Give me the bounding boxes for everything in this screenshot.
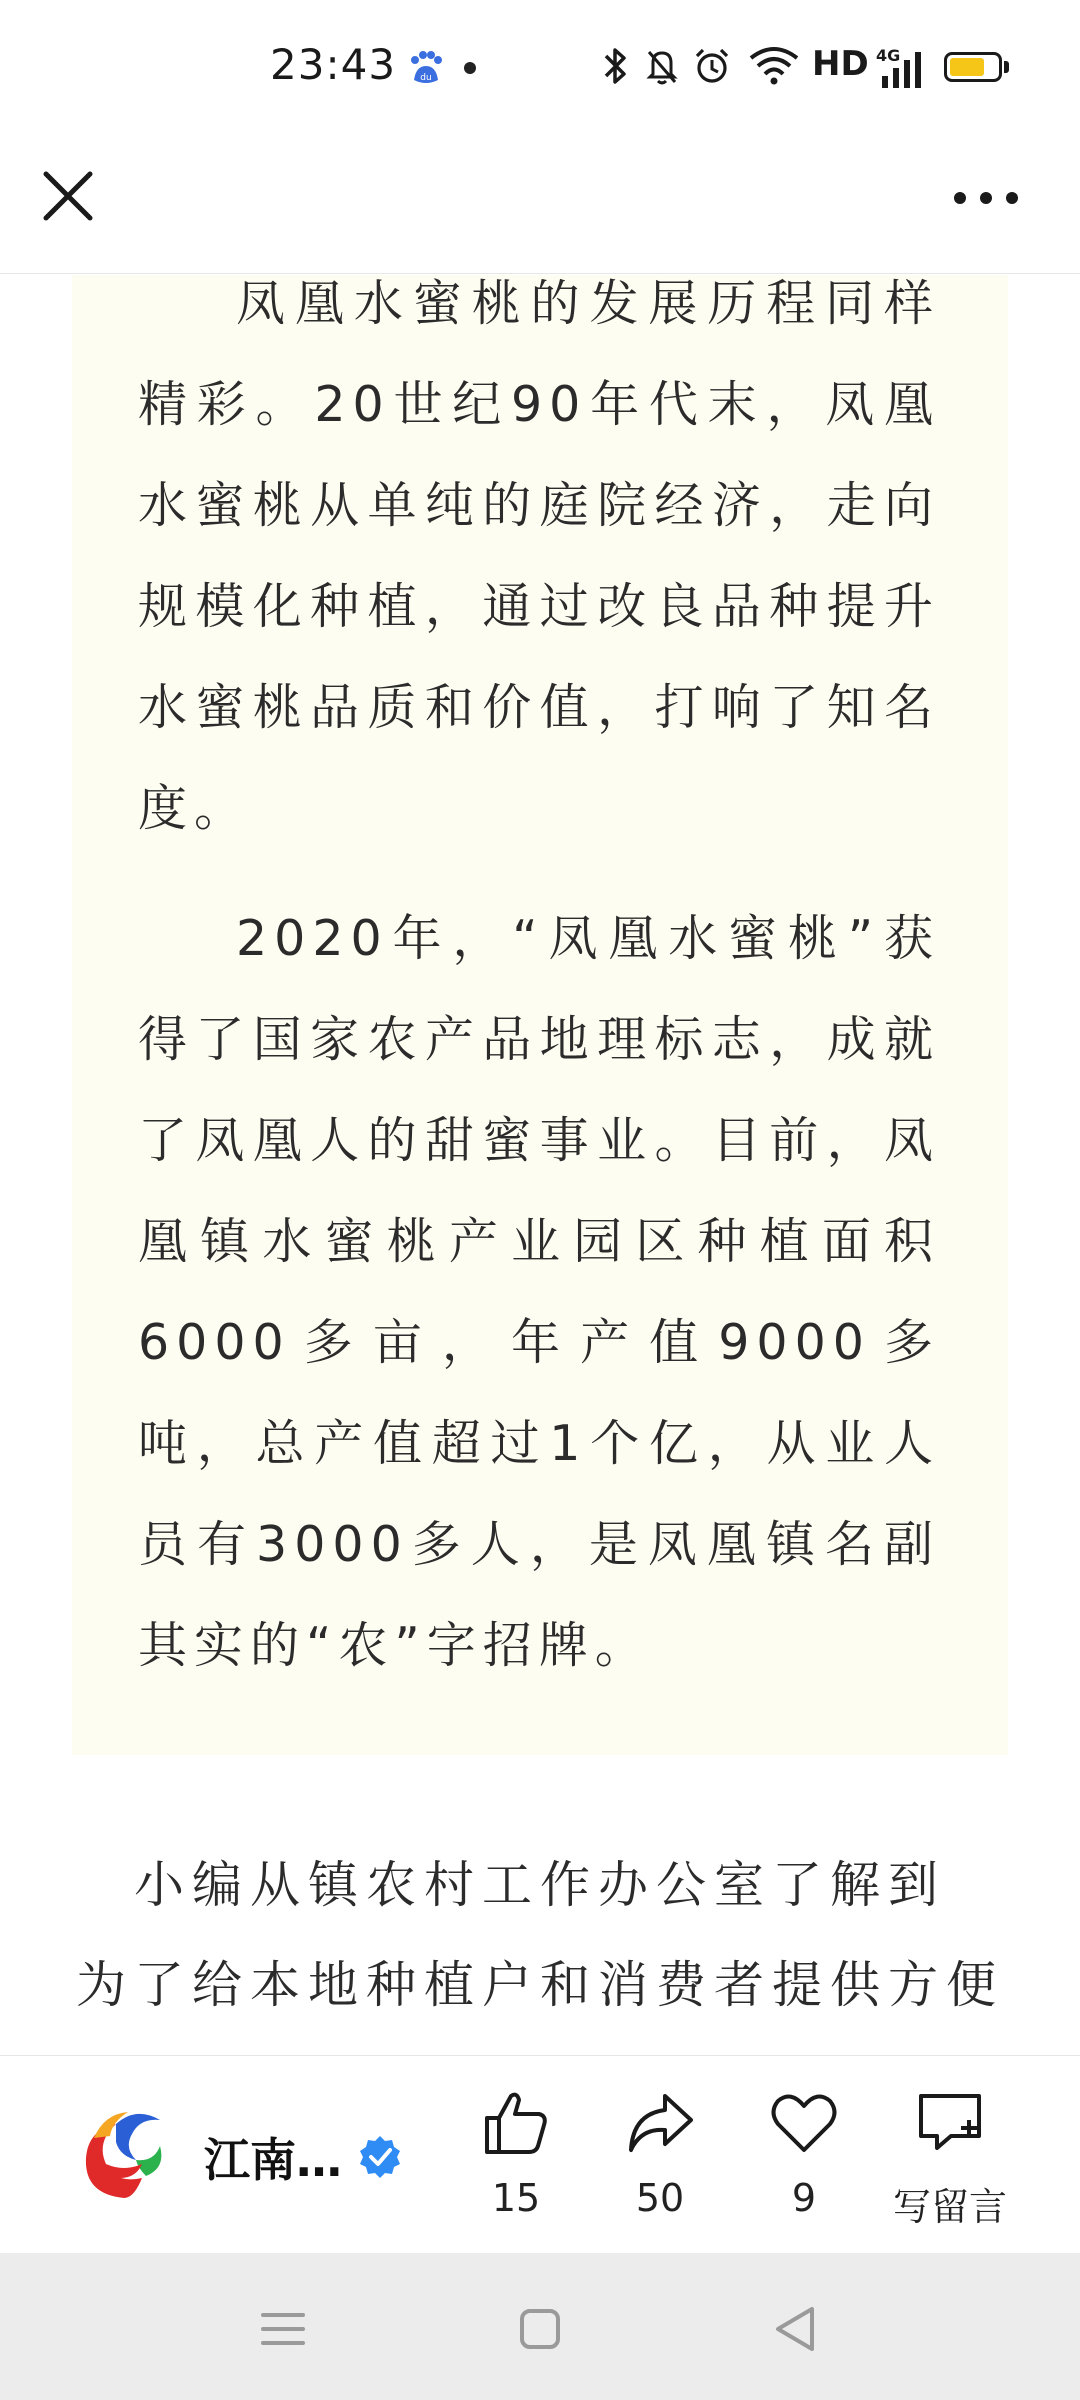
favorite-count: 9 [791, 2176, 817, 2220]
share-button[interactable] [590, 2082, 730, 2232]
quote-paragraph-2: 2020年，“凤凰水蜜桃”获得了国家农产品地理标志，成就了凤凰人的甜蜜事业。目前，凤凰镇水蜜桃产业园区种植面积6000多亩，年产值9000多吨，总产值超过1个亿，从业人员有3000多人，是凤凰镇名副其实的“农”字招牌。 [138, 910, 940, 1674]
battery-icon [944, 52, 1002, 82]
hd-indicator: HD [812, 44, 869, 84]
close-icon[interactable] [36, 164, 100, 228]
article-header [0, 140, 1080, 274]
verified-icon [358, 2134, 402, 2178]
baidu-icon [406, 50, 446, 86]
share-count: 50 [635, 2176, 685, 2220]
back-icon[interactable] [768, 2301, 824, 2357]
account-logo[interactable] [76, 2102, 172, 2206]
body-line-1: 小编从镇农村工作办公室了解到 [134, 1856, 946, 1914]
favorite-button[interactable] [734, 2082, 874, 2232]
more-icon[interactable] [946, 164, 1026, 228]
battery-tip [1004, 61, 1009, 73]
write-comment-label: 写留言 [892, 2185, 1007, 2229]
status-time: 23:43 [270, 40, 397, 89]
signal-icon [880, 52, 930, 88]
heart-icon [769, 2088, 839, 2158]
body-line-2: 为了给本地种植户和消费者提供方便 [76, 1956, 1004, 2014]
mute-icon [644, 44, 680, 88]
alarm-icon [692, 44, 732, 88]
share-arrow-icon [625, 2088, 695, 2158]
notification-dot [464, 62, 476, 74]
like-button[interactable] [446, 2082, 586, 2232]
quote-paragraph-1: 凤凰水蜜桃的发展历程同样精彩。20世纪90年代末，凤凰水蜜桃从单纯的庭院经济，走向规模化种植，通过改良品种提升水蜜桃品质和价值，打响了知名度。 [138, 275, 940, 837]
menu-icon[interactable] [255, 2301, 311, 2357]
svg-text:du: du [420, 73, 432, 83]
account-name[interactable]: 江南… [204, 2133, 342, 2187]
write-comment-button[interactable] [880, 2082, 1020, 2232]
system-nav-bar [0, 2253, 1080, 2400]
bluetooth-icon [600, 44, 630, 88]
network-type: 4G [876, 46, 901, 65]
home-icon[interactable] [512, 2301, 568, 2357]
status-bar [0, 0, 1080, 140]
battery-level [950, 58, 984, 76]
thumbs-up-icon [481, 2088, 551, 2158]
article-content[interactable] [0, 275, 1080, 2055]
like-count: 15 [491, 2176, 541, 2220]
wifi-icon [748, 44, 800, 88]
comment-icon [915, 2088, 985, 2158]
bottom-action-bar [0, 2055, 1080, 2253]
